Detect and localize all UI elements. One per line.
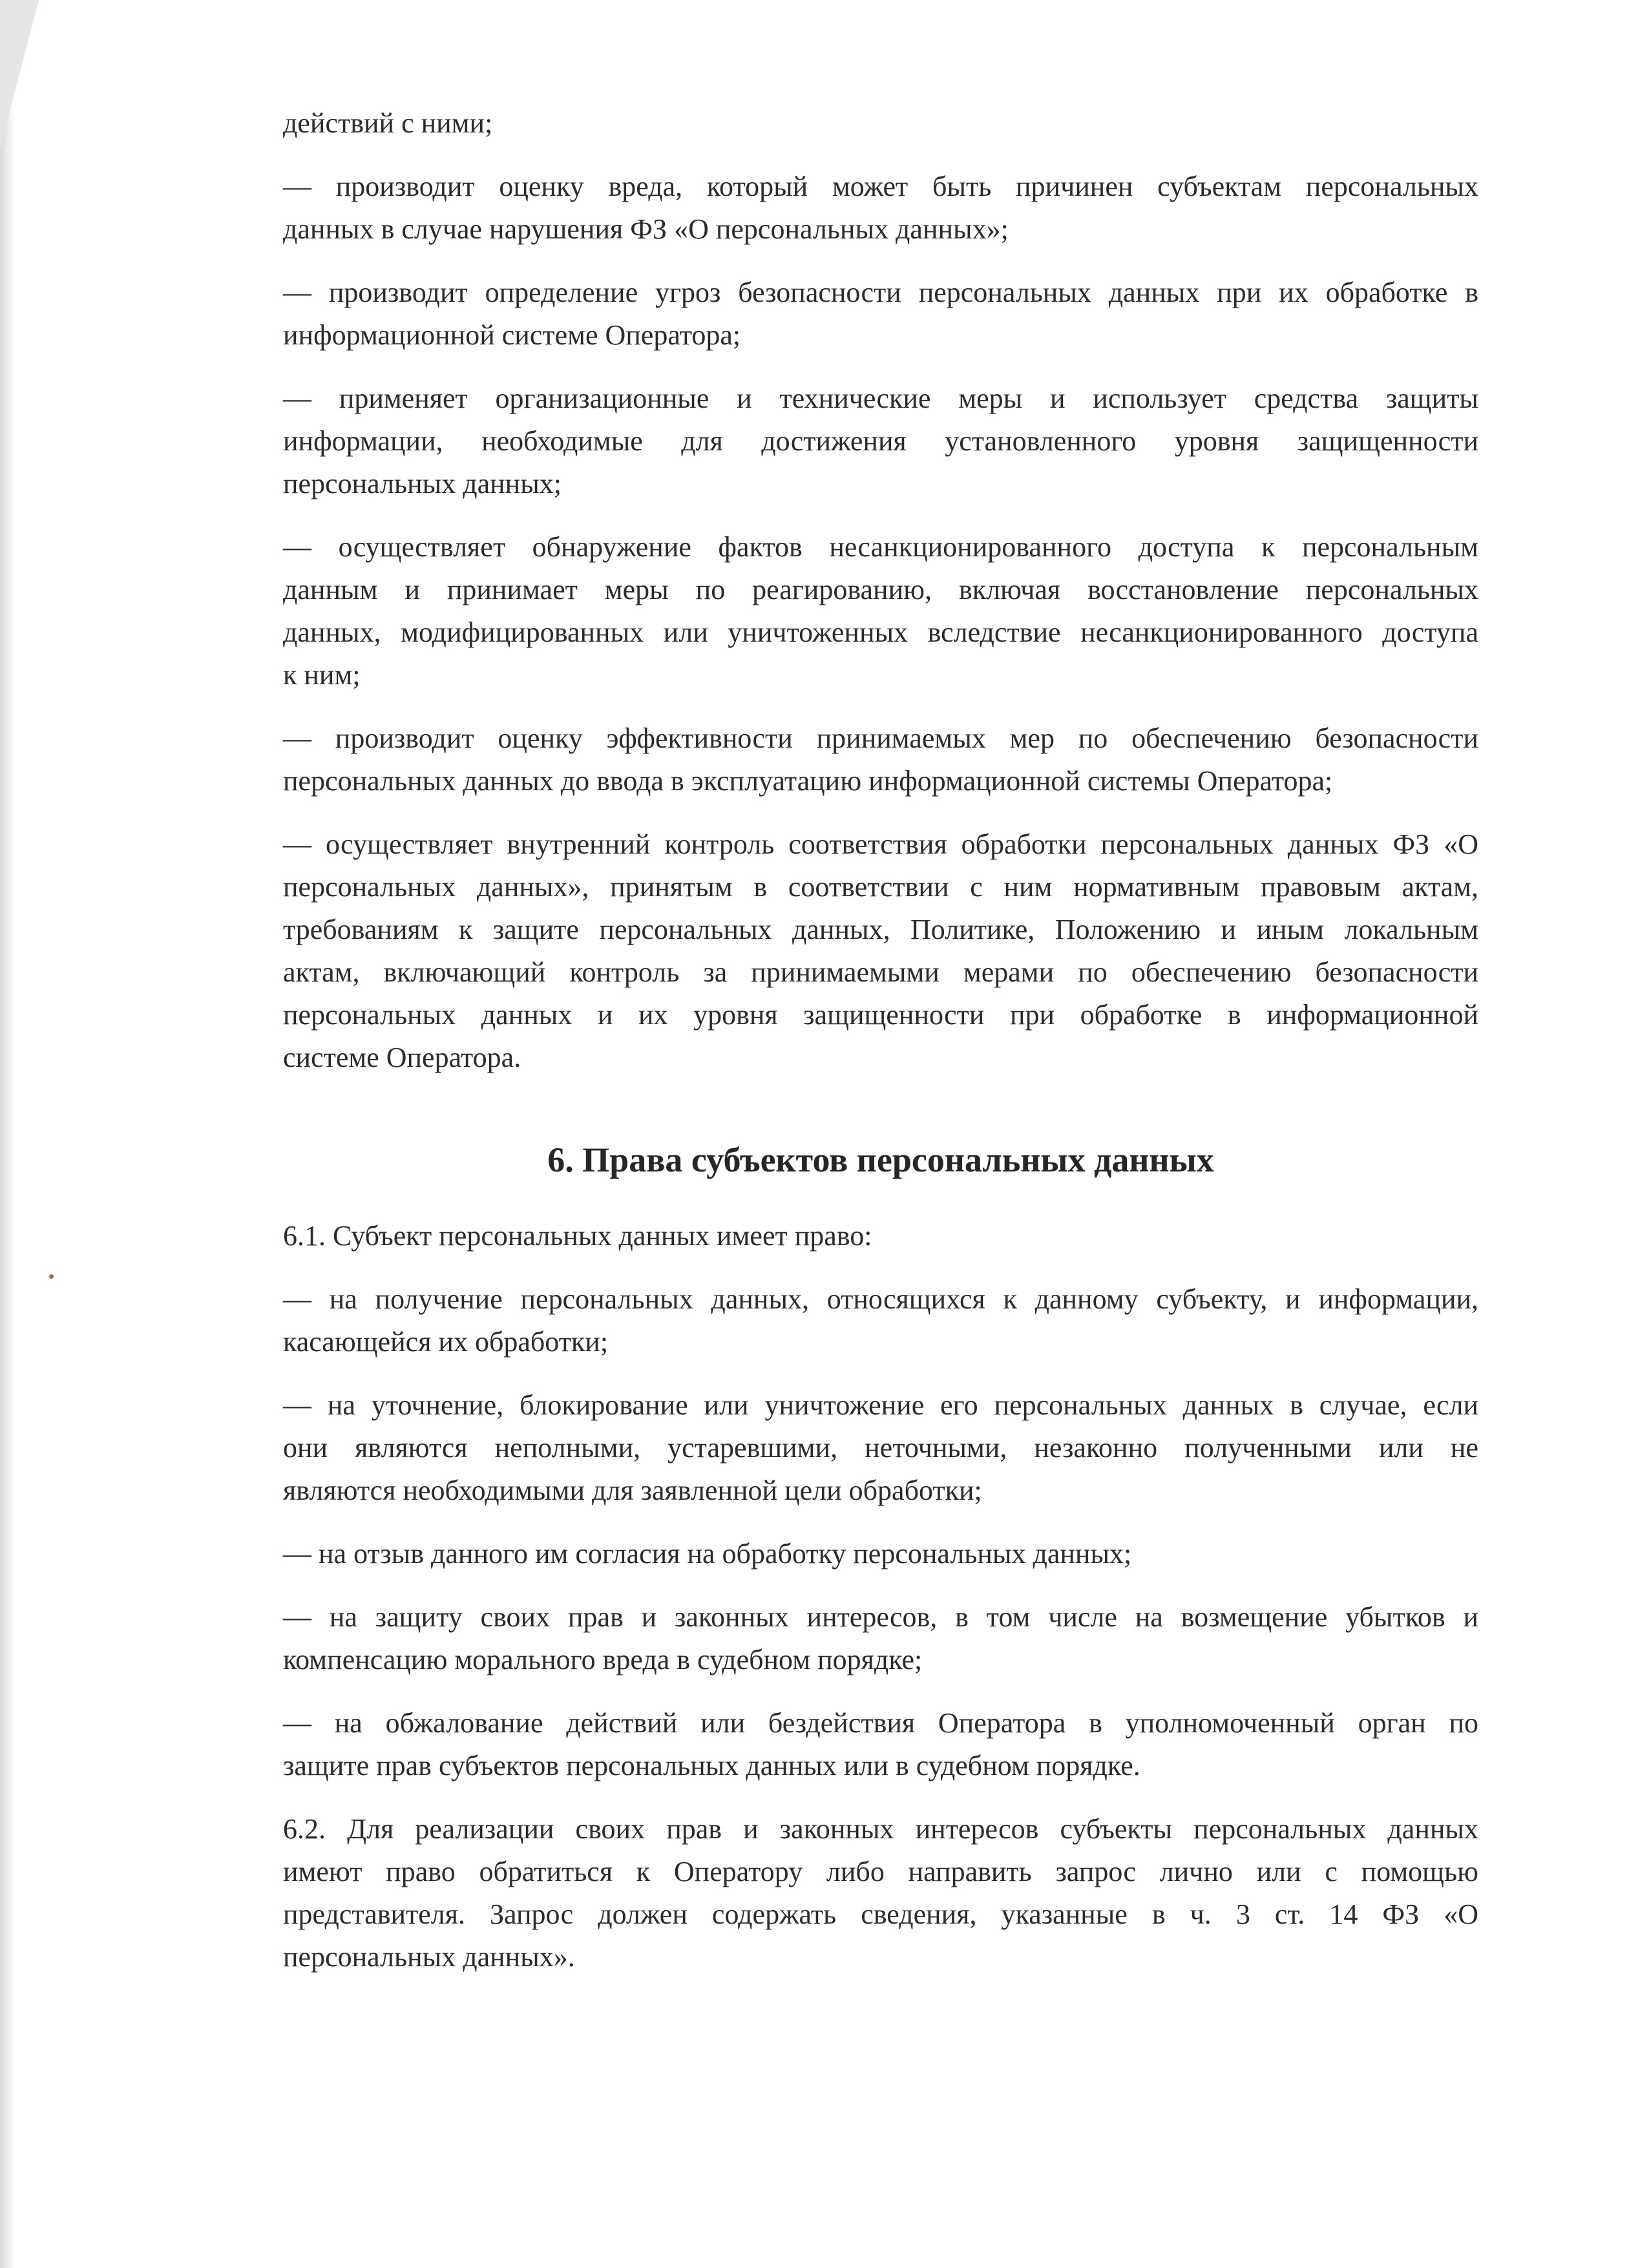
text-line: — на получение персональных данных, относящихся к данному субъекту, и информации, [283,1283,1478,1315]
text-line: информации, необходимые для достижения установленного уровня защищенности [283,425,1478,457]
subject-rights-list [283,1215,1478,1979]
text-line: системе Оператора. [283,1042,521,1073]
paragraph [283,1596,1478,1681]
text-line: — производит оценку вреда, который может быть причинен субъектам персональных [283,171,1478,202]
paragraph [283,1384,1478,1512]
paragraph [283,377,1478,505]
paragraph [283,526,1478,697]
paragraph [283,1278,1478,1363]
text-line: — производит определение угроз безопасности персональных данных при их обработке в [283,277,1478,308]
paragraph [283,1702,1478,1787]
text-line: данных, модифицированных или уничтоженных вследствие несанкционированного доступа [283,616,1478,648]
paragraph [283,1808,1478,1979]
text-line: информационной системе Оператора; [283,319,741,351]
text-line: касающейся их обработки; [283,1326,609,1358]
document-body [283,102,1478,1999]
text-line: персональных данных; [283,468,562,499]
policy-measures-list [283,102,1478,1079]
paragraph [283,165,1478,251]
text-line: — применяет организационные и технические меры и использует средства защиты [283,383,1478,414]
text-line: персональных данных». [283,1941,575,1973]
text-line: действий с ними; [283,107,493,139]
text-line: имеют право обратиться к Оператору либо направить запрос лично или с помощью [283,1856,1478,1887]
text-line: являются необходимыми для заявленной цели обработки; [283,1475,982,1506]
paragraph [283,271,1478,357]
section-heading: 6. Права субъектов персональных данных [547,1140,1214,1179]
text-line: актам, включающий контроль за принимаемыми мерами по обеспечению безопасности [283,956,1478,988]
paragraph [283,717,1478,803]
page-corner-fold [0,0,39,149]
text-line: данных в случае нарушения ФЗ «О персональных данных»; [283,213,1009,245]
text-line: к ним; [283,659,361,691]
text-line: — осуществляет обнаружение фактов несанкционированного доступа к персональным [283,531,1478,563]
text-line: представителя. Запрос должен содержать сведения, указанные в ч. 3 ст. 14 ФЗ «О [283,1898,1478,1930]
text-line: требованиям к защите персональных данных, Политике, Положению и иным локальным [283,914,1478,945]
paragraph [283,823,1478,1079]
text-line: — на защиту своих прав и законных интересов, в том числе на возмещение убытков и [283,1601,1478,1633]
text-line: — на отзыв данного им согласия на обработку персональных данных; [283,1538,1132,1570]
scan-speck [49,1274,54,1279]
text-line: персональных данных и их уровня защищенности при обработке в информационной [283,999,1478,1031]
text-line: — на обжалование действий или бездействия Оператора в уполномоченный орган по [283,1707,1478,1739]
paragraph [283,1533,1478,1575]
text-line: компенсацию морального вреда в судебном порядке; [283,1644,923,1675]
text-line: защите прав субъектов персональных данных или в судебном порядке. [283,1750,1140,1781]
text-line: персональных данных до ввода в эксплуатацию информационной системы Оператора; [283,765,1333,797]
scan-edge-shadow [0,0,14,2268]
text-line: — на уточнение, блокирование или уничтожение его персональных данных в случае, если [283,1389,1478,1421]
paragraph [283,1215,1478,1257]
text-line: — производит оценку эффективности принимаемых мер по обеспечению безопасности [283,722,1478,754]
text-line: 6.2. Для реализации своих прав и законных интересов субъекты персональных данных [283,1813,1478,1845]
text-line: — осуществляет внутренний контроль соответствия обработки персональных данных ФЗ «О [283,828,1478,860]
paragraph [283,102,1478,145]
text-line: 6.1. Субъект персональных данных имеет право: [283,1220,872,1252]
text-line: данным и принимает меры по реагированию, включая восстановление персональных [283,574,1478,605]
text-line: персональных данных», принятым в соответствии с ним нормативным правовым актам, [283,871,1478,903]
text-line: они являются неполными, устаревшими, неточными, незаконно полученными или не [283,1432,1478,1464]
